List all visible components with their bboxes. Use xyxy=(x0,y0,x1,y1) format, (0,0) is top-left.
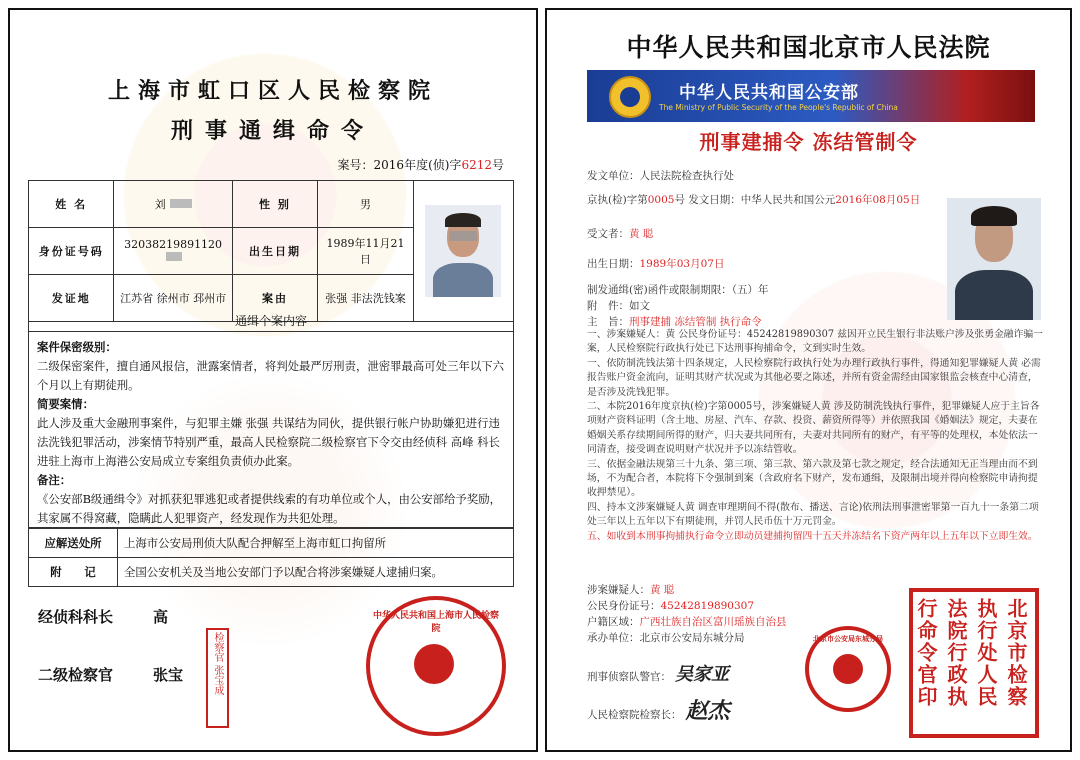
left-warrant-document xyxy=(8,8,538,752)
photo-cell xyxy=(413,181,513,322)
doc-title: 刑事通缉命令 xyxy=(170,118,375,144)
doc-subtitle: 刑事建捕令 冻结管制令 xyxy=(699,130,918,154)
brief-text: 此人涉及重大金融刑事案件，与犯罪主嫌 张强 共谋结为同伙，提供银行帐户协助嫌犯进行违法洗钱犯罪活动，涉案情节特别严重，最高人民检察院二级检察官下令交由经侦科 高峰 科长进驻上海市上海港公安局成立专案组负责侦办此案。 xyxy=(37,416,500,468)
seal-column: 执行处人民 xyxy=(974,598,998,708)
gender-label: 性 别 xyxy=(232,181,317,228)
prosecutor-stamp: 检察官 张宝成 xyxy=(206,628,229,728)
id-line: 公民身份证号：45242819890307 xyxy=(587,600,755,612)
org-title: 上海市虹口区人民检察院 xyxy=(107,78,438,104)
case-body xyxy=(28,332,514,528)
brief-heading: 简要案情： xyxy=(37,397,94,411)
ministry-banner xyxy=(587,70,1035,122)
seal-text: 北京市公安局东城分局 xyxy=(813,634,883,643)
birth-value: 1989年11月21日 xyxy=(318,228,414,275)
birth-line: 出生日期：1989年03月07日 xyxy=(587,258,725,270)
seal-column: 北京市检察 xyxy=(1004,598,1028,708)
paragraph: 四、持本文涉案嫌疑人黄 调查审理期间不得(散布、播送、言论)依刑法刑事泄密罪第一百九十一条第二项处三年以上五年以下有期徒刑，并罚人民币伍十万元罚金。 xyxy=(587,501,1039,528)
square-seal xyxy=(909,588,1039,738)
appendix-value: 全国公安机关及当地公安部门予以配合将涉案嫌疑人逮捕归案。 xyxy=(118,558,514,587)
ministry-name: 中华人民共和国公安部 xyxy=(679,83,859,103)
right-warrant-document xyxy=(545,8,1072,752)
doc-number-line: 京执(检)字第0005号 发文日期：中华人民共和国公元2016年08月05日 xyxy=(587,194,921,206)
paragraph: 一、涉案嫌疑人：黄 公民身份证号：45242819890307 兹因开立民生银行非法账户涉及张勇金融诈骗一案，人民检察院行政执行处已下达刑事拘捕命令，文到实时生效。 xyxy=(587,329,1043,355)
round-seal xyxy=(366,596,506,736)
secrecy-heading: 案件保密级别： xyxy=(37,340,117,354)
birth-label: 出生日期 xyxy=(232,228,317,275)
issue-place-value: 江苏省 徐州市 邳州市 xyxy=(114,275,232,322)
seal-emblem xyxy=(414,644,454,684)
police-emblem-icon xyxy=(609,76,651,118)
transfer-value: 上海市公安局刑侦大队配合押解至上海市虹口拘留所 xyxy=(118,529,514,558)
deadline-line: 制发通缉(密)函件或限制期限：（五）年 xyxy=(587,284,769,296)
case-cause-label: 案由 xyxy=(232,275,317,322)
attachment-line: 附 件：如文 xyxy=(587,300,650,312)
section-title: 通缉个案内容 xyxy=(28,310,514,332)
tail-table xyxy=(28,528,514,587)
seal-column: 行命令官印 xyxy=(914,598,938,708)
paragraph: 三、依据金融法规第三十九条、第三项、第三款、第六款及第七款之规定，经合法通知无正当理由而不到场，不为配合者，本院将下令强制到案（含政府名下财产，发布通缉，及限制出境并得向检察院申请拘提收押禁见）。 xyxy=(587,458,1038,499)
issue-place-label: 发证地 xyxy=(29,275,114,322)
case-cause-value: 张强 非法洗钱案 xyxy=(318,275,414,322)
signature-chief: 经侦科科长 高 xyxy=(38,608,169,626)
id-value: 32038219891120 xyxy=(114,228,232,275)
appendix-label: 附 记 xyxy=(29,558,118,587)
unit-line: 承办单位：北京市公安局东城分局 xyxy=(587,632,745,644)
round-seal xyxy=(805,626,891,712)
recipient-line: 受文者：黄 聪 xyxy=(587,228,654,240)
order-body xyxy=(587,328,1047,544)
seal-emblem xyxy=(833,654,863,684)
transfer-label: 应解送处所 xyxy=(29,529,118,558)
name-value: 刘 xyxy=(114,181,232,228)
seal-text: 中华人民共和国上海市人民检察院 xyxy=(372,611,499,634)
case-number: 案号：2016年度(侦)字6212号 xyxy=(337,158,504,172)
subject-line: 主 旨：刑事建捕 冻结管制 执行命令 xyxy=(587,316,762,328)
issuer-line: 发文单位：人民法院检查执行处 xyxy=(587,170,734,182)
gender-value: 男 xyxy=(318,181,414,228)
signature-prosecutor: 二级检察官 张宝 xyxy=(38,666,184,684)
id-label: 身份证号码 xyxy=(29,228,114,275)
household-line: 户籍区域：广西壮族自治区富川瑶族自治县 xyxy=(587,616,787,628)
paragraph: 一、依防制洗钱法第十四条规定，人民检察院行政执行处为办理行政执行事件，得通知犯罪嫌疑人黄 必需报告账户资金流向，证明其财产状况或为其他必要之陈述，并所有资金需经由国家银监会核查中心清查，是否涉及洗钱犯罪。 xyxy=(587,357,1041,398)
suspect-photo xyxy=(425,205,501,297)
suspect-photo xyxy=(947,198,1041,320)
suspect-line: 涉案嫌疑人：黄 聪 xyxy=(587,584,675,596)
chief-line: 人民检察院检察长： 赵杰 xyxy=(587,698,730,724)
paragraph: 五、如收到本刑事拘捕执行命令立即动员建捕拘留四十五天并冻结名下资产两年以上五年以下立即生效。 xyxy=(587,530,1038,542)
secrecy-text: 二级保密案件，擅自通风报信，泄露案情者，将判处最严厉刑责，泄密罪最高可处三年以下六个月以上有期徒刑。 xyxy=(37,359,505,392)
seal-column: 法院行政执 xyxy=(944,598,968,708)
court-title: 中华人民共和国北京市人民法院 xyxy=(626,33,991,62)
paragraph: 二、本院2016年度京执(检)字第0005号，涉案嫌疑人黄 涉及防制洗钱执行事件，犯罪嫌疑人应于主旨各项财产资料证明（含土地、房屋、汽车、存款、投资、薪资所得等）并依照我国《婚姻法》规定，夫妻在婚姻关系存续期间所得的财产，归夫妻共同所有，夫妻对共同所有的财产，有平等的处理权，本处依法一同清查，接受调查说明财产状况并予以冻结管收。 xyxy=(587,401,1040,456)
note-heading: 备注： xyxy=(37,473,72,487)
personal-info-table xyxy=(28,180,514,322)
name-label: 姓 名 xyxy=(29,181,114,228)
ministry-name-en: The Ministry of Public Security of the People's Republic of China xyxy=(659,103,898,112)
officer-line: 刑事侦察队警官： 吴家亚 xyxy=(587,664,729,685)
note-text: 《公安部B级通缉令》对抓获犯罪逃犯或者提供线索的有功单位或个人，由公安部给予奖励，其家属不得窝藏，隐瞒此人犯罪资产，经发现作为共犯处理。 xyxy=(37,492,501,525)
